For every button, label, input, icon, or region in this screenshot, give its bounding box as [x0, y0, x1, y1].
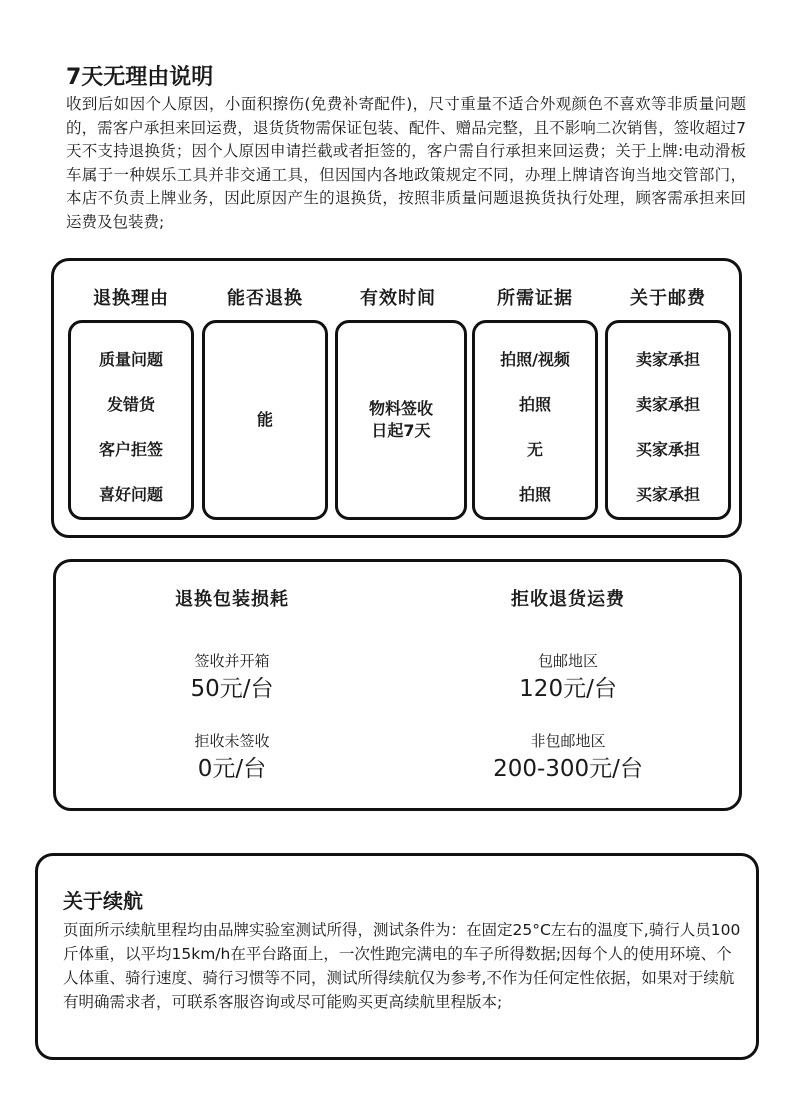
range-box — [35, 853, 759, 1060]
postage-item: 买家承担 — [635, 485, 700, 504]
fee-label: 拒收未签收 — [194, 732, 270, 750]
evidence-item: 拍照 — [518, 485, 551, 504]
returnable-value: 能 — [256, 410, 273, 429]
evidence-item: 拍照 — [518, 395, 551, 414]
evidence-item: 拍照/视频 — [500, 350, 570, 369]
reason-cell — [68, 320, 194, 520]
postage-item: 买家承担 — [635, 440, 700, 459]
reason-item: 客户拒签 — [98, 440, 163, 459]
valid-time-cell — [335, 320, 467, 520]
header-evidence: 所需证据 — [497, 288, 573, 309]
fee-label: 非包邮地区 — [530, 732, 606, 750]
policy-title: 7天无理由说明 — [66, 65, 214, 90]
range-text: 页面所示续航里程均由品牌实验室测试所得，测试条件为：在固定25°C左右的温度下,骑行人员100斤体重，以平均15km/h在平台路面上，一次性跑完满电的车子所得数据;因每个人的使用环境、个人体重、骑行速度、骑行习惯等不同，测试所得续航仅为参考,不作为任何定性依据，如果对于续航有明确需求者，可联系客服咨询或尽可能购买更高续航里程版本; — [63, 921, 741, 1011]
evidence-item: 无 — [526, 440, 543, 459]
packaging-fee-title: 退换包装损耗 — [175, 589, 289, 610]
header-postage: 关于邮费 — [630, 288, 706, 309]
fee-box — [53, 559, 742, 811]
range-title: 关于续航 — [63, 889, 143, 913]
postage-item: 卖家承担 — [635, 395, 700, 414]
fee-label: 签收并开箱 — [194, 652, 270, 670]
postage-cell — [605, 320, 731, 520]
reason-item: 质量问题 — [98, 350, 163, 369]
fee-value: 200-300元/台 — [493, 756, 643, 782]
evidence-cell — [472, 320, 598, 520]
header-returnable: 能否退换 — [227, 288, 303, 309]
fee-label: 包邮地区 — [537, 652, 598, 670]
header-valid-time: 有效时间 — [360, 288, 436, 309]
fee-value: 120元/台 — [519, 676, 617, 702]
valid-time-value — [338, 398, 464, 442]
return-shipping-title: 拒收退货运费 — [511, 589, 625, 610]
policy-text: 收到后如因个人原因，小面积擦伤(免费补寄配件)，尺寸重量不适合外观颜色不喜欢等非质量问题的，需客户承担来回运费，退货货物需保证包装、配件、赠品完整，且不影响二次销售，签收超过7天不支持退换货；因个人原因申请拦截或者拒签的，客户需自行承担来回运费；关于上牌:电动滑板车属于一种娱乐工具并非交通工具，但因国内各地政策规定不同，办理上牌请咨询当地交管部门，本店不负责上牌业务，因此原因产生的退换货，按照非质量问题退换货执行处理，顾客需承担来回运费及包装费; — [66, 95, 746, 231]
postage-item: 卖家承担 — [635, 350, 700, 369]
valid-time-line: 日起7天 — [371, 421, 431, 440]
reason-item: 发错货 — [106, 395, 155, 414]
returnable-cell — [202, 320, 328, 520]
header-reason: 退换理由 — [93, 288, 169, 309]
fee-value: 0元/台 — [197, 756, 267, 782]
reason-item: 喜好问题 — [98, 485, 163, 504]
fee-value: 50元/台 — [190, 676, 274, 702]
return-policy-table — [51, 258, 742, 538]
valid-time-line: 物料签收 — [368, 399, 433, 418]
